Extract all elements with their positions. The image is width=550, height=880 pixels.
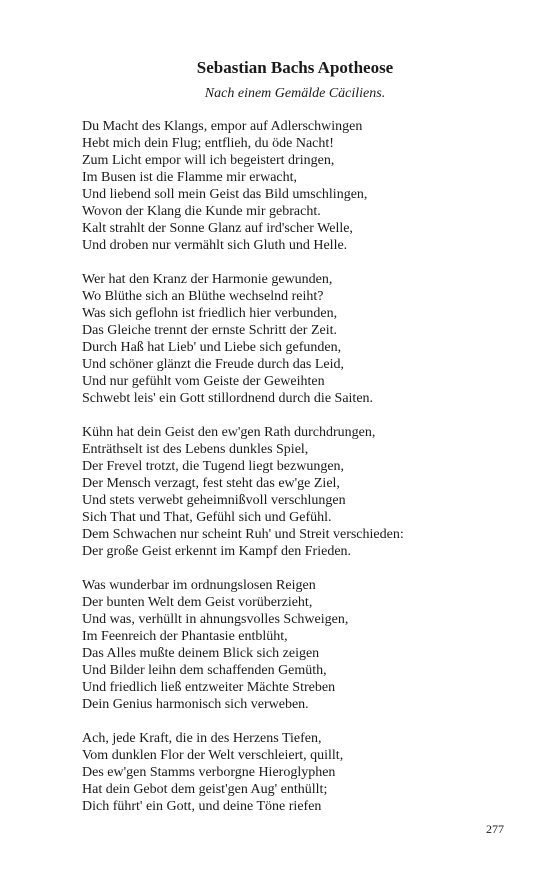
verse-line: Der Mensch verzagt, fest steht das ew'ge Ziel,	[82, 476, 340, 491]
verse-line: Enträthselt ist des Lebens dunkles Spiel,	[82, 442, 309, 457]
verse-line: Und was, verhüllt in ahnungsvolles Schweigen,	[82, 612, 349, 627]
verse-line: Und stets verwebt geheimnißvoll verschlungen	[82, 493, 346, 508]
verse-line: Und nur gefühlt vom Geiste der Geweihten	[82, 374, 325, 389]
verse-line: Der große Geist erkennt im Kampf den Frieden.	[82, 544, 352, 559]
stanza	[82, 577, 522, 713]
verse-line: Und schöner glänzt die Freude durch das Leid,	[82, 357, 345, 372]
verse-line: Ach, jede Kraft, die in des Herzens Tiefen,	[82, 731, 322, 746]
page-number: 277	[486, 822, 504, 836]
verse-line: Vom dunklen Flor der Welt verschleiert, quillt,	[82, 748, 344, 763]
verse-line: Zum Licht empor will ich begeistert dringen,	[82, 153, 335, 168]
verse-line: Und Bilder leihn dem schaffenden Gemüth,	[82, 663, 327, 678]
verse-line: Hat dein Gebot dem geist'gen Aug' enthüllt;	[82, 782, 328, 797]
verse-line: Das Gleiche trennt der ernste Schritt der Zeit.	[82, 323, 338, 338]
stanza	[82, 271, 522, 407]
stanza	[82, 424, 522, 560]
verse-line: Kalt strahlt der Sonne Glanz auf ird'scher Welle,	[82, 221, 353, 236]
verse-line: Dich führt' ein Gott, und deine Töne riefen	[82, 799, 322, 814]
verse-line: Im Busen ist die Flamme mir erwacht,	[82, 170, 298, 185]
verse-line: Und droben nur vermählt sich Gluth und Helle.	[82, 238, 348, 253]
verse-line: Wer hat den Kranz der Harmonie gewunden,	[82, 272, 333, 287]
poem-subtitle: Nach einem Gemälde Cäciliens.	[204, 86, 386, 101]
verse-line: Und friedlich ließ entzweiter Mächte Streben	[82, 680, 336, 695]
verse-line: Durch Haß hat Lieb' und Liebe sich gefunden,	[82, 340, 342, 355]
verse-line: Und liebend soll mein Geist das Bild umschlingen,	[82, 187, 368, 202]
poem-title: Sebastian Bachs Apotheose	[196, 58, 394, 77]
verse-line: Das Alles mußte deinem Blick sich zeigen	[82, 646, 320, 661]
verse-line: Im Feenreich der Phantasie entblüht,	[82, 629, 288, 644]
verse-line: Des ew'gen Stamms verborgne Hieroglyphen	[82, 765, 336, 780]
verse-line: Wovon der Klang die Kunde mir gebracht.	[82, 204, 321, 219]
verse-line: Schwebt leis' ein Gott stillordnend durch die Saiten.	[82, 391, 374, 406]
verse-line: Dein Genius harmonisch sich verweben.	[82, 697, 309, 712]
poem-body	[82, 118, 522, 832]
verse-line: Hebt mich dein Flug; entflieh, du öde Nacht!	[82, 136, 334, 151]
verse-line: Was wunderbar im ordnungslosen Reigen	[82, 578, 316, 593]
verse-line: Was sich geflohn ist friedlich hier verbunden,	[82, 306, 338, 321]
verse-line: Kühn hat dein Geist den ew'gen Rath durchdrungen,	[82, 425, 376, 440]
verse-line: Sich That und That, Gefühl sich und Gefühl.	[82, 510, 332, 525]
verse-line: Der Frevel trotzt, die Tugend liegt bezwungen,	[82, 459, 345, 474]
stanza	[82, 118, 522, 254]
verse-line: Wo Blüthe sich an Blüthe wechselnd reiht?	[82, 289, 324, 304]
verse-line: Du Macht des Klangs, empor auf Adlerschwingen	[82, 119, 363, 134]
verse-line: Dem Schwachen nur scheint Ruh' und Streit verschieden:	[82, 527, 404, 542]
verse-line: Der bunten Welt dem Geist vorüberzieht,	[82, 595, 313, 610]
stanza	[82, 730, 522, 815]
